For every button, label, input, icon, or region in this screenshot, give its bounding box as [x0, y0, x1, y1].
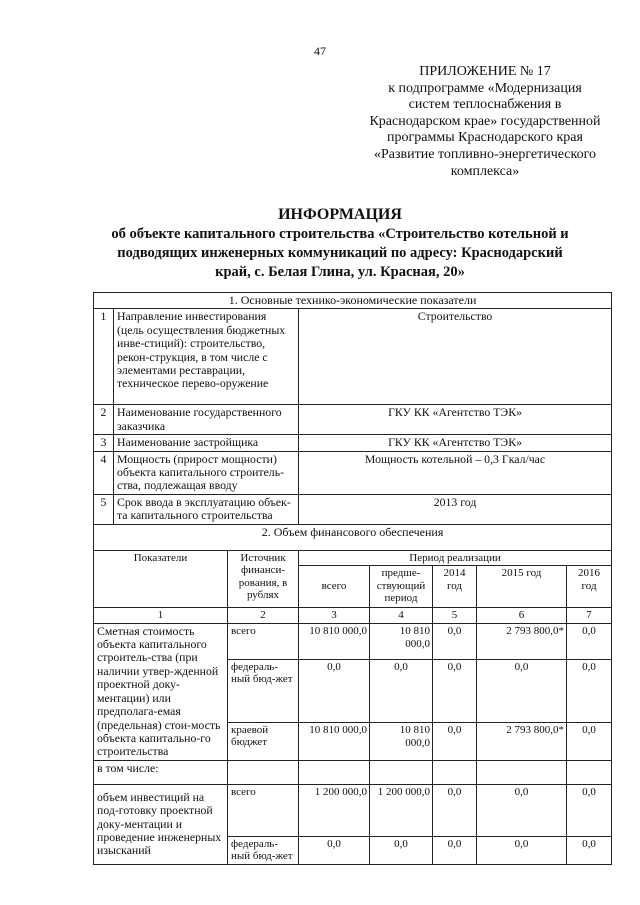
group-label: объем инвестиций на под-готовку проектной доку-ментации и проведение инженерных изысканий [94, 784, 228, 864]
row-number: 5 [94, 494, 114, 524]
header-2016: 2016 год [567, 566, 612, 608]
source-cell: краевой бюджет [228, 722, 299, 760]
header-2015: 2015 год [477, 566, 567, 608]
y2015-cell: 2 793 800,0* [477, 623, 567, 659]
row-value: 2013 год [299, 494, 612, 524]
previous-cell: 0,0 [370, 836, 433, 864]
y2016-cell: 0,0 [567, 784, 612, 836]
total-cell: 10 810 000,0 [299, 623, 370, 659]
table-row [94, 405, 612, 435]
appendix-line: Краснодарском крае» государственной [369, 113, 601, 129]
heading-title: ИНФОРМАЦИЯ [278, 206, 402, 223]
empty-cell [567, 760, 612, 784]
column-header-row [94, 550, 612, 566]
column-number: 7 [567, 608, 612, 624]
table-row [94, 623, 612, 659]
row-number: 3 [94, 435, 114, 451]
y2016-cell: 0,0 [567, 722, 612, 760]
row-label: Срок ввода в эксплуатацию объек-та капитального строительства [114, 494, 299, 524]
group-label: Сметная стоимость объекта капитального строитель-ства (при наличии утвер-жденной проектной доку-ментации) или предполага-емая (предельная) стои-мость объекта капитально-го строительства [94, 623, 228, 760]
total-cell: 0,0 [299, 659, 370, 722]
previous-cell: 1 200 000,0 [370, 784, 433, 836]
y2016-cell: 0,0 [567, 659, 612, 722]
heading-line: подводящих инженерных коммуникаций по адресу: Краснодарский [117, 245, 563, 261]
table-row [94, 784, 612, 836]
y2015-cell: 0,0 [477, 784, 567, 836]
including-label: в том числе: [94, 760, 228, 784]
column-number: 5 [433, 608, 477, 624]
row-number: 1 [94, 309, 114, 405]
appendix-line: комплекса» [450, 163, 520, 179]
page-number: 47 [314, 44, 326, 58]
section-2-title: 2. Объем финансового обеспечения [94, 524, 612, 550]
heading-line: край, с. Белая Глина, ул. Красная, 20» [215, 264, 465, 280]
appendix-line: программы Краснодарского края [387, 130, 583, 146]
row-value: Мощность котельной – 0,3 Гкал/час [299, 451, 612, 494]
empty-cell [228, 760, 299, 784]
table-row [94, 451, 612, 494]
header-period: Период реализации [299, 550, 612, 566]
header-source: Источник финанси-рования, в рублях [228, 550, 299, 608]
row-value: ГКУ КК «Агентство ТЭК» [299, 435, 612, 451]
table-row [94, 494, 612, 524]
total-cell: 0,0 [299, 836, 370, 864]
y2014-cell: 0,0 [433, 722, 477, 760]
appendix-line: «Развитие топливно-энергетического [373, 146, 597, 162]
section-2-header-row [94, 524, 612, 550]
appendix-line: систем теплоснабжения в [408, 97, 562, 113]
appendix-line: к подпрограмме «Модернизация [388, 80, 582, 96]
empty-cell [299, 760, 370, 784]
source-cell: всего [228, 623, 299, 659]
source-cell: федераль-ный бюд-жет [228, 836, 299, 864]
source-cell: федераль-ный бюд-жет [228, 659, 299, 722]
y2014-cell: 0,0 [433, 784, 477, 836]
row-label: Наименование государственного заказчика [114, 405, 299, 435]
row-value: ГКУ КК «Агентство ТЭК» [299, 405, 612, 435]
y2015-cell: 2 793 800,0* [477, 722, 567, 760]
table-row [94, 760, 612, 784]
previous-cell: 10 810 000,0 [370, 722, 433, 760]
appendix-title: ПРИЛОЖЕНИЕ № 17 [419, 64, 551, 79]
row-label: Наименование застройщика [114, 435, 299, 451]
empty-cell [433, 760, 477, 784]
heading-line: об объекте капитального строительства «Строительство котельной и [111, 226, 569, 242]
y2015-cell: 0,0 [477, 659, 567, 722]
row-label: Мощность (прирост мощности) объекта капитального строитель-ства, подлежащая вводу [114, 451, 299, 494]
source-cell: всего [228, 784, 299, 836]
header-previous: предше-ствующий период [370, 566, 433, 608]
column-number: 6 [477, 608, 567, 624]
row-label: Направление инвестирования (цель осуществления бюджетных инве-стиций): строительство, рекон-струкция, в том числе с элементами реставрации, техническое перево-оружение [114, 309, 299, 405]
column-number: 3 [299, 608, 370, 624]
header-total: всего [299, 566, 370, 608]
document-heading [60, 205, 620, 282]
y2016-cell: 0,0 [567, 836, 612, 864]
table-row [94, 435, 612, 451]
info-table [93, 292, 612, 865]
appendix-block [340, 64, 630, 180]
table-row [94, 309, 612, 405]
column-number: 4 [370, 608, 433, 624]
previous-cell: 0,0 [370, 659, 433, 722]
y2015-cell: 0,0 [477, 836, 567, 864]
header-indicators: Показатели [94, 550, 228, 608]
empty-cell [370, 760, 433, 784]
column-number: 1 [94, 608, 228, 624]
section-1-header-row [94, 293, 612, 309]
row-value: Строительство [299, 309, 612, 405]
y2014-cell: 0,0 [433, 659, 477, 722]
row-number: 2 [94, 405, 114, 435]
row-number: 4 [94, 451, 114, 494]
header-2014: 2014 год [433, 566, 477, 608]
total-cell: 1 200 000,0 [299, 784, 370, 836]
y2016-cell: 0,0 [567, 623, 612, 659]
y2014-cell: 0,0 [433, 623, 477, 659]
column-number: 2 [228, 608, 299, 624]
previous-cell: 10 810 000,0 [370, 623, 433, 659]
y2014-cell: 0,0 [433, 836, 477, 864]
empty-cell [477, 760, 567, 784]
section-1-title: 1. Основные технико-экономические показатели [94, 293, 612, 309]
column-number-row [94, 608, 612, 624]
total-cell: 10 810 000,0 [299, 722, 370, 760]
